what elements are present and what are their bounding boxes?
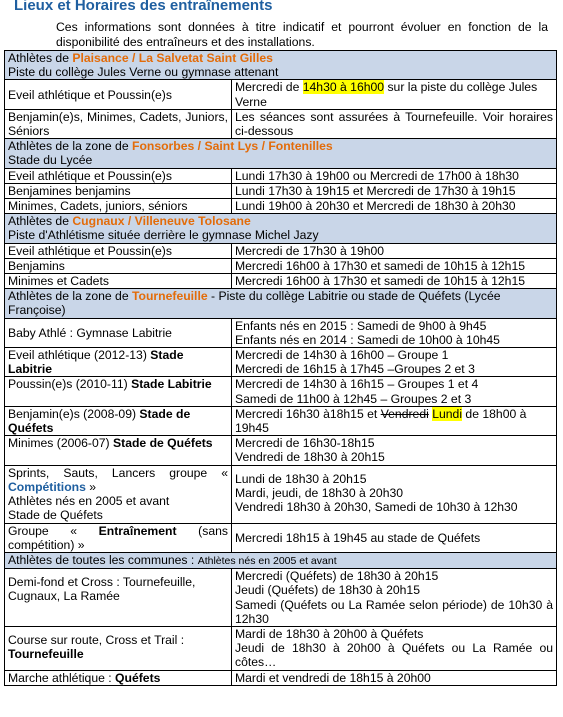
schedule-line: Vendredi de 18h30 à 20h15 — [235, 450, 385, 465]
group-label: Marche athlétique : — [8, 670, 116, 685]
schedule-cell: Mercredi 18h15 à 19h45 au stade de Quéfets — [232, 523, 557, 552]
schedule-cell: Lundi 17h30 à 19h15 et Mercredi de 17h30 à 19h15 — [232, 183, 557, 198]
section-header-fonsorbes — [5, 139, 557, 168]
schedule-line: Mardi, jeudi, de 18h30 à 20h30 — [235, 485, 404, 500]
schedule-cell — [232, 436, 557, 465]
struck-day: Vendredi — [380, 406, 429, 421]
intro-text: Ces informations sont données à titre indicatif et pourront évoluer en fonction de la disponibilité des entraîneurs et des installations. — [56, 20, 548, 49]
group-cell — [5, 523, 232, 552]
group-label: Eveil athlétique (2012-13) — [8, 348, 151, 363]
venue-label: Stade de Quéfets — [8, 406, 191, 436]
table-row — [5, 436, 557, 465]
header-prefix: Athlètes de — [8, 214, 73, 229]
group-cell: Eveil athlétique et Poussin(e)s — [5, 168, 232, 183]
section-header-all — [5, 552, 557, 568]
header-place: Cugnaux / Villeneuve Tolosane — [72, 214, 251, 229]
header-place: Fonsorbes / Saint Lys / Fontenilles — [132, 139, 333, 154]
schedule-cell: Mardi et vendredi de 18h15 à 20h00 — [232, 670, 557, 685]
group-cell: Benjamines benjamins — [5, 183, 232, 198]
table-row — [5, 377, 557, 406]
table-row — [5, 80, 557, 109]
group-cell: Minimes et Cadets — [5, 274, 232, 289]
page-title: Lieux et Horaires des entraînements — [14, 0, 273, 14]
section-header-cell — [5, 214, 557, 243]
schedule-line: Mercredi de 14h30 à 16h15 – Groupes 1 et 4 — [235, 377, 479, 392]
table-row — [5, 183, 557, 198]
table-row — [5, 274, 557, 289]
venue-label: Stade de Quéfets — [8, 508, 103, 523]
header-prefix: Athlètes de la zone de — [8, 289, 132, 304]
group-cell — [5, 377, 232, 406]
group-cell — [5, 406, 232, 435]
schedule-cell: Mercredi 16h00 à 17h30 et samedi de 10h15 à 12h15 — [232, 258, 557, 273]
group-cell — [5, 569, 232, 627]
section-header-tournefeuille — [5, 289, 557, 318]
schedule-line: Lundi de 18h30 à 20h15 — [235, 471, 367, 486]
schedule-cell: Lundi 17h30 à 19h00 ou Mercredi de 17h00 à 18h30 — [232, 168, 557, 183]
group-label: Demi-fond et Cross : Tournefeuille, Cugnaux, La Ramée — [8, 575, 196, 604]
highlighted-day: Lundi — [432, 406, 463, 421]
training-label: Entraînement — [98, 523, 177, 538]
header-place: Plaisance / La Salvetat Saint Gilles — [72, 51, 273, 65]
header-note: Athlètes nés en 2005 et avant — [197, 554, 337, 567]
schedule-line: Samedi de 11h00 à 12h45 – Groupes 2 et 3 — [235, 391, 472, 406]
highlighted-time: 14h30 à 16h00 — [302, 80, 385, 95]
schedule-line: Enfants nés en 2015 : Samedi de 9h00 à 9h45 — [235, 318, 487, 333]
group-label: (sans compétition) » — [8, 523, 228, 552]
schedule-line: Jeudi de 18h30 à 20h00 à Quéfets ou La Ramée ou côtes… — [235, 641, 553, 670]
group-cell — [5, 348, 232, 377]
group-cell: Eveil athlétique et Poussin(e)s — [5, 243, 232, 258]
group-label: Minimes (2006-07) — [8, 436, 113, 451]
table-row — [5, 348, 557, 377]
schedule-cell: Mercredi de 17h30 à 19h00 — [232, 243, 557, 258]
table-row — [5, 569, 557, 627]
table-row — [5, 109, 557, 138]
schedule-cell — [232, 626, 557, 670]
schedule-line: Mardi de 18h30 à 20h00 à Quéfets — [235, 626, 424, 641]
table-row — [5, 318, 557, 347]
group-cell: Benjamin(e)s, Minimes, Cadets, Juniors, Séniors — [5, 109, 232, 138]
venue-label: Stade Labitrie — [131, 377, 212, 392]
schedule-cell: Les séances sont assurées à Tournefeuille. Voir horaires ci-dessous — [232, 109, 557, 138]
schedule-cell — [232, 406, 557, 435]
header-prefix: Athlètes de la zone de — [8, 139, 132, 154]
table-row — [5, 406, 557, 435]
schedule-cell: Lundi 19h00 à 20h30 et Mercredi de 18h30 à 20h30 — [232, 199, 557, 214]
header-location: Piste d'Athlétisme située derrière le gymnase Michel Jazy — [8, 228, 319, 243]
schedule-line: Jeudi (Quéfets) de 18h30 à 20h15 — [235, 583, 420, 598]
schedule-text: de 18h00 à 19h45 — [235, 406, 527, 436]
schedule-cell — [232, 348, 557, 377]
group-cell: Benjamins — [5, 258, 232, 273]
schedule-line: Vendredi 18h30 à 20h30, Samedi de 10h30 à 12h30 — [235, 500, 518, 515]
group-cell — [5, 465, 232, 523]
header-location: Stade du Lycée — [8, 153, 93, 168]
header-location: Piste du collège Jules Verne ou gymnase attenant — [8, 65, 279, 80]
schedule-cell — [232, 80, 557, 109]
venue-label: Quéfets — [115, 670, 161, 685]
group-cell — [5, 626, 232, 670]
section-header-cell — [5, 139, 557, 168]
header-prefix: Athlètes de toutes les communes : — [8, 552, 198, 567]
competition-label: Compétitions — [8, 479, 86, 494]
table-row — [5, 465, 557, 523]
schedule-text: sur la piste du collège Jules Verne — [235, 80, 538, 109]
section-header-cugnaux — [5, 214, 557, 243]
schedule-cell — [232, 465, 557, 523]
group-cell — [5, 436, 232, 465]
group-cell: Baby Athlé : Gymnase Labitrie — [5, 318, 232, 347]
group-label: Poussin(e)s (2010-11) — [8, 377, 132, 392]
group-cell: Minimes, Cadets, juniors, séniors — [5, 199, 232, 214]
schedule-line: Mercredi de 16h15 à 17h45 –Groupes 2 et 3 — [235, 362, 475, 377]
schedule-text: Mercredi 16h30 à18h15 et — [235, 406, 381, 421]
group-cell — [5, 670, 232, 685]
group-label: Course sur route, Cross et Trail : — [8, 632, 185, 647]
table-row — [5, 626, 557, 670]
group-label: Athlètes nés en 2005 et avant — [8, 494, 170, 509]
group-label: Benjamin(e)s (2008-09) — [8, 406, 140, 421]
table-row — [5, 168, 557, 183]
table-row — [5, 523, 557, 552]
schedule-line: Mercredi (Quéfets) de 18h30 à 20h15 — [235, 569, 439, 584]
schedule-line: Samedi (Quéfets ou La Ramée selon période) de 10h30 à 12h30 — [235, 597, 553, 626]
table-row — [5, 199, 557, 214]
schedule-line: Enfants nés en 2014 : Samedi de 10h00 à 10h45 — [235, 332, 500, 347]
schedule-cell — [232, 377, 557, 406]
header-place: Tournefeuille — [132, 289, 208, 304]
header-location: - Piste du collège Labitrie ou stade de Quéfets (Lycée Françoise) — [8, 289, 501, 318]
section-header-cell — [5, 289, 557, 318]
venue-label: Stade Labitrie — [8, 348, 184, 377]
section-header-cell — [5, 51, 557, 80]
group-label: Sprints, Sauts, Lancers groupe « — [8, 465, 228, 480]
schedule-line: Mercredi de 16h30-18h15 — [235, 436, 375, 451]
table-row — [5, 670, 557, 685]
venue-label: Stade de Quéfets — [113, 436, 213, 451]
table-row — [5, 243, 557, 258]
schedule-line: Mercredi de 14h30 à 16h00 – Groupe 1 — [235, 348, 449, 363]
section-header-plaisance — [5, 51, 557, 80]
section-header-cell — [5, 552, 557, 568]
schedule-cell: Mercredi 16h00 à 17h30 et samedi de 10h15 à 12h15 — [232, 274, 557, 289]
schedule-cell — [232, 569, 557, 627]
schedule-table — [4, 50, 557, 686]
group-cell: Eveil athlétique et Poussin(e)s — [5, 80, 232, 109]
header-prefix: Athlètes de — [8, 51, 73, 65]
group-label: Groupe « — [8, 523, 99, 538]
schedule-cell — [232, 318, 557, 347]
group-label: » — [89, 479, 97, 494]
schedule-text: Mercredi de — [235, 80, 303, 95]
table-row — [5, 258, 557, 273]
venue-label: Tournefeuille — [8, 647, 84, 662]
